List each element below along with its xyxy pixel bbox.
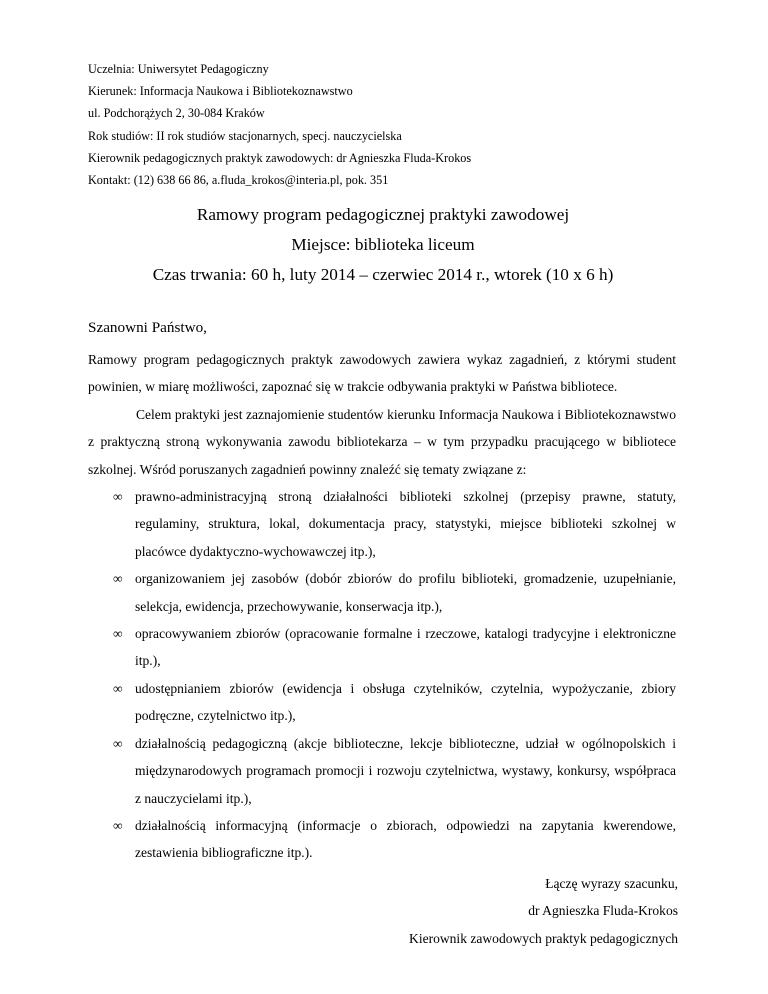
list-item xyxy=(88,675,676,730)
document-title: Ramowy program pedagogicznej praktyki zawodowej xyxy=(196,205,570,224)
list-item xyxy=(88,730,676,812)
purpose-paragraph: Celem praktyki jest zaznajomienie studentów kierunku Informacja Naukowa i Bibliotekoznawstwo z praktyczną stroną wykonywania zawodu bibliotekarza – w tym przypadku pracującego w bibliotece szkolnej. Wśród poruszanych zagadnień powinny znaleźć się tematy związane z: xyxy=(88,406,676,477)
infinity-bullet-icon: ∞ xyxy=(113,489,123,505)
letter-body xyxy=(88,346,676,867)
list-item xyxy=(88,620,676,675)
signature-role: Kierownik zawodowych praktyk pedagogicznych xyxy=(409,930,678,946)
topic-text: działalnością informacyjną (informacje o zbiorach, odpowiedzi na zapytania kwerendowe, zestawienia bibliograficzne itp.). xyxy=(135,817,676,861)
header-contact: Kontakt: (12) 638 66 86, a.fluda_krokos@interia.pl, pok. 351 xyxy=(88,173,389,188)
topic-text: opracowywaniem zbiorów (opracowanie formalne i rzeczowe, katalogi tradycyjne i elektroniczne itp.), xyxy=(135,626,676,669)
signature-block xyxy=(409,870,678,952)
list-item xyxy=(88,483,676,565)
list-item xyxy=(88,812,676,867)
title-block xyxy=(88,200,678,290)
topics-list xyxy=(88,483,676,867)
closing-phrase: Łączę wyrazy szacunku, xyxy=(545,876,678,891)
infinity-bullet-icon: ∞ xyxy=(113,817,123,833)
header-university: Uczelnia: Uniwersytet Pedagogiczny xyxy=(88,62,269,76)
header-year-of-study: Rok studiów: II rok studiów stacjonarnych, specj. nauczycielska xyxy=(88,128,402,143)
institution-header xyxy=(88,58,688,191)
infinity-bullet-icon: ∞ xyxy=(113,735,123,751)
topic-text: prawno-administracyjną stroną działalności biblioteki szkolnej (przepisy prawne, statuty, regulaminy, struktura, lokal, dokumentacja pracy, statystyki, miejsce biblioteki szkolnej w placówce dydaktyczno-wychowawczej itp.), xyxy=(135,489,676,559)
practice-place: Miejsce: biblioteka liceum xyxy=(291,235,475,254)
infinity-bullet-icon: ∞ xyxy=(113,626,123,642)
practice-duration: Czas trwania: 60 h, luty 2014 – czerwiec 2014 r., wtorek (10 x 6 h) xyxy=(152,265,614,284)
infinity-bullet-icon: ∞ xyxy=(113,571,123,587)
topic-text: udostępnianiem zbiorów (ewidencja i obsługa czytelników, czytelnia, wypożyczanie, zbiory podręczne, czytelnictwo itp.), xyxy=(135,680,676,724)
header-field-of-study: Kierunek: Informacja Naukowa i Bibliotekoznawstwo xyxy=(88,84,353,99)
list-item xyxy=(88,565,676,620)
header-address: ul. Podchorążych 2, 30-084 Kraków xyxy=(88,106,265,121)
topic-text: działalnością pedagogiczną (akcje biblioteczne, lekcje biblioteczne, udział w ogólnopolskich i międzynarodowych programach promocji i rozwoju czytelnictwa, wystawy, konkursy, współpraca z nauczycielami itp.), xyxy=(135,735,676,806)
topic-text: organizowaniem jej zasobów (dobór zbiorów do profilu biblioteki, gromadzenie, uzupełnianie, selekcja, ewidencja, przechowywanie, konserwacja itp.), xyxy=(135,571,676,614)
intro-paragraph: Ramowy program pedagogicznych praktyk zawodowych zawiera wykaz zagadnień, z którymi student powinien, w miarę możliwości, zapoznać się w trakcie odbywania praktyki w Państwa bibliotece. xyxy=(88,352,676,395)
greeting: Szanowni Państwo, xyxy=(88,319,207,336)
header-supervisor: Kierownik pedagogicznych praktyk zawodowych: dr Agnieszka Fluda-Krokos xyxy=(88,150,472,165)
infinity-bullet-icon: ∞ xyxy=(113,680,123,696)
signature-name: dr Agnieszka Fluda-Krokos xyxy=(528,903,678,919)
